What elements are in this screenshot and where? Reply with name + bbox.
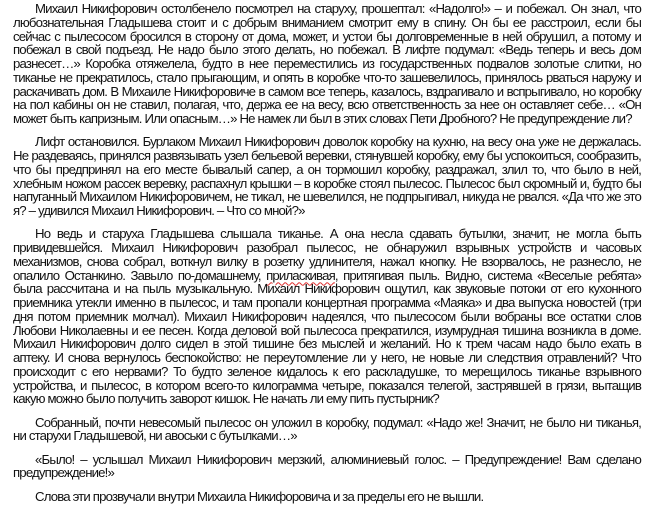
paragraph-2: Лифт остановился. Бурлаком Михаил Никифорович доволок коробку на кухню, на весу она уже не держалась. Не раздеваясь, принялся развязывать узел бельевой веревки, стянувшей коробку, ему бы успокоиться, сообразить, что бы предпринял на его месте бывалый сапер, а он тормошил коробку, раздражал, злил то, что было в ней, хлебным ножом рассек веревку, распахнул крышки – в коробке стоял пылесос. Пылесос был скромный и, будто бы напуганный Михаилом Никифоровичем, не тикал, не шевелился, не подпрыгивал, никуда не рвался. «Да что же это я? – удивился Михаил Никифорович. – Что со мной?» (13, 134, 641, 218)
paragraph-3-end: , притягивая пыль. Видно, система «Веселые ребята» была рассчитана и на пыль музыкальную. Михаил Никифорович ощутил, как звуковые потоки от его кухонного приемника утекли именно в пылесос, и там пропали концертная программа «Маяка» и два выпуска новостей (три дня потом приемник молчал). Михаил Никифорович надеялся, что пылесосом были вобраны все остатки слов Любови Николаевны и ее песен. Когда деловой вой пылесоса прекратился, изумрудная тишина возникла в доме. Михаил Никифорович долго сидел в этой тишине без мыслей и желаний. Но к трем часам надо было ехать в аптеку. И снова вернулось беспокойство: не переутомление ли у него, не новые ли следствия отравлений? Что происходит с его нервами? То будто зеленое кидалось к его раскладушке, то мерещилось тиканье взрывного устройства, и пылесос, в котором всего-то килограмма четыре, показался телегой, застрявшей в грязи, вытащив какую можно было получить заворот кишок. Не начать ли ему пить пустырник? (13, 267, 642, 407)
paragraph-4: Собранный, почти невесомый пылесос он уложил в коробку, подумал: «Надо же! Значит, не было ни тиканья, ни старухи Гладышевой, ни авоськи с бутылками…» (13, 414, 641, 444)
paragraph-5: «Было! – услышал Михаил Никифорович мерзкий, алюминиевый голос. – Предупреждение! Вам сделано предупреждение!» (13, 451, 641, 481)
paragraph-3 (13, 227, 641, 406)
paragraph-1: Михаил Никифорович остолбенело посмотрел на старуху, прошептал: «Надолго!» – и побежал. Он знал, что любознательная Гладышева стоит и с добрым вниманием смотрит ему в спину. Он бы ее расстроил, если бы сейчас с пылесосом бросился в сторону от дома, может, и устои бы долговременные в ней обрушил, а потому и побежал в свой подъезд. Не надо было этого делать, но побежал. В лифте подумал: «Ведь теперь и весь дом разнесет…» Коробка отяжелела, будто в нее переместились из государственных подвалов золотые слитки, но тиканье не прекратилось, стало прыгающим, и опять в коробке что-то зашевелилось, принялось рваться наружу и раскачивать дом. В Михаиле Никифоровиче в самом все теперь, казалось, вздрагивало и вспрыгивало, но коробку на пол кабины он не ставил, полагая, что, держа ее на весу, всю ответственность за нее он оставляет себе… «Он может быть капризным. Или опасным…» Не намек ли был в этих словах Пети Дробного? Не предупреждение ли? (13, 1, 641, 126)
paragraph-3-start: Но ведь и старуха Гладышева слышала тиканье. А она несла сдавать бутылки, значит, не могла быть привидевшейся. Михаил Никифорович разобрал пылесос, не обнаружил взрывных устройств и часовых механизмов, снова собрал, воткнул вилку в розетку удлинителя, нажал кнопку. Не взорвалось, не разнесло, не опалило Останкино. Завыло по-домашнему, (13, 226, 641, 283)
spellcheck-flagged-word[interactable]: приласкивая (266, 267, 335, 283)
paragraph-6: Слова эти прозвучали внутри Михаила Никифоровича и за пределы его не вышли. (35, 488, 484, 504)
document-body (13, 2, 641, 513)
